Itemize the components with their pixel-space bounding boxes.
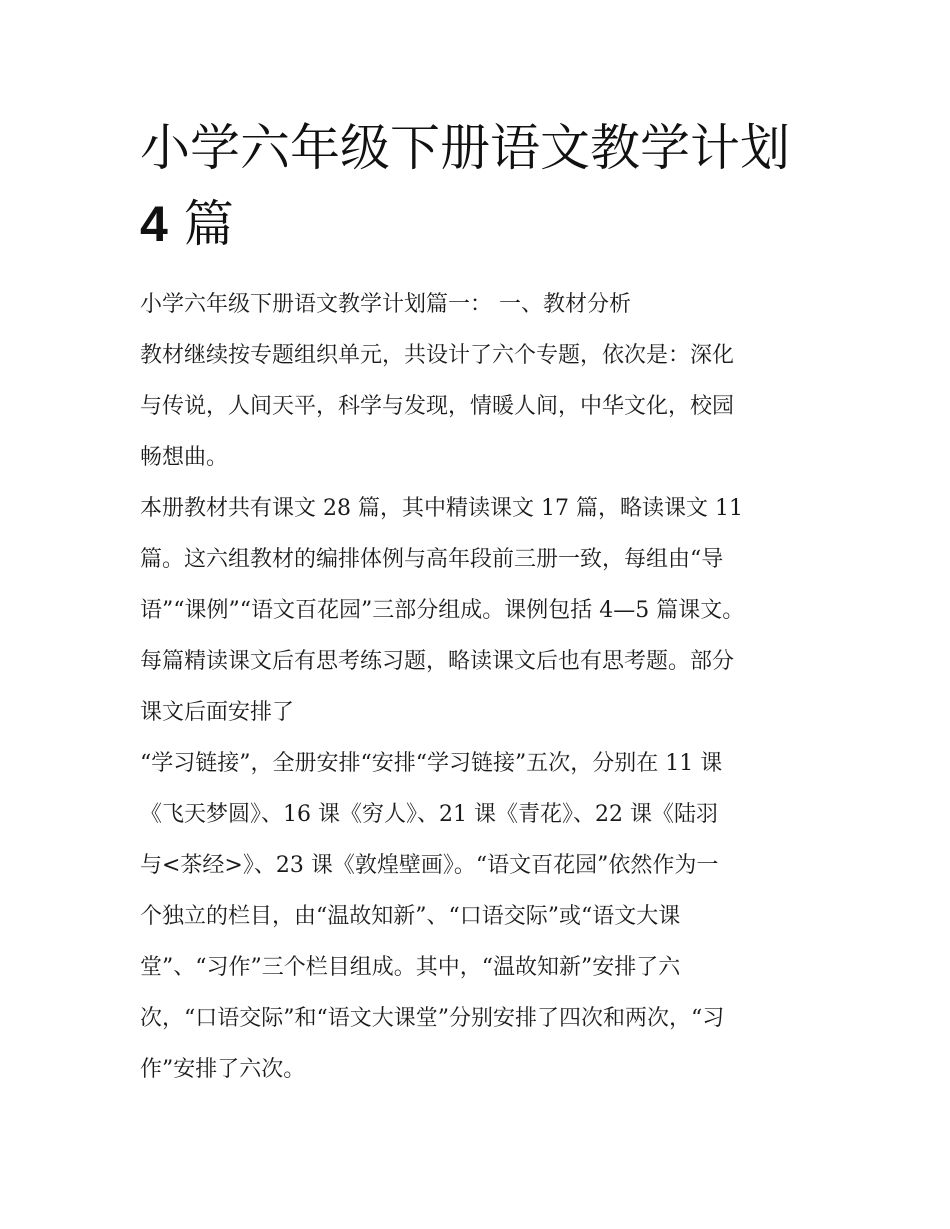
body-line: 作”安排了六次。 [140, 1057, 306, 1082]
body-line: “学习链接”，全册安排“安排“学习链接”五次，分别在 11 课 [140, 751, 723, 776]
body-line: 每篇精读课文后有思考练习题，略读课文后也有思考题。部分 [140, 649, 735, 674]
body-line: 堂”、“习作”三个栏目组成。其中，“温故知新”安排了六 [140, 955, 681, 980]
body-line: 与<茶经>》、23 课《敦煌壁画》。“语文百花园”依然作为一 [140, 853, 719, 878]
body-line: 本册教材共有课文 28 篇，其中精读课文 17 篇，略读课文 11 [140, 496, 743, 521]
body-line: 《飞天梦圆》、16 课《穷人》、21 课《青花》、22 课《陆羽 [140, 802, 718, 827]
body-line: 语”“课例”“语文百花园”三部分组成。课例包括 4—5 篇课文。 [140, 598, 745, 623]
title-line-2 [140, 186, 820, 262]
body-line: 课文后面安排了 [140, 700, 295, 725]
body-line: 个独立的栏目，由“温故知新”、“口语交际”或“语文大课 [140, 904, 681, 929]
title-number: 4 [140, 196, 168, 252]
body-line: 与传说，人间天平，科学与发现，情暖人间，中华文化，校园 [140, 394, 735, 419]
body-line: 畅想曲。 [140, 445, 229, 470]
page-title [140, 110, 820, 262]
body-line: 教材继续按专题组织单元，共设计了六个专题，依次是：深化 [140, 343, 735, 368]
body-line: 篇。这六组教材的编排体例与高年段前三册一致，每组由“导 [140, 547, 724, 572]
body-line: 次，“口语交际”和“语文大课堂”分别安排了四次和两次，“习 [140, 1006, 725, 1031]
title-suffix: 篇 [183, 195, 234, 253]
title-line-1: 小学六年级下册语文教学计划 [140, 119, 790, 177]
body-text [140, 279, 830, 1095]
body-line: 小学六年级下册语文教学计划篇一： 一、教材分析 [140, 292, 631, 317]
